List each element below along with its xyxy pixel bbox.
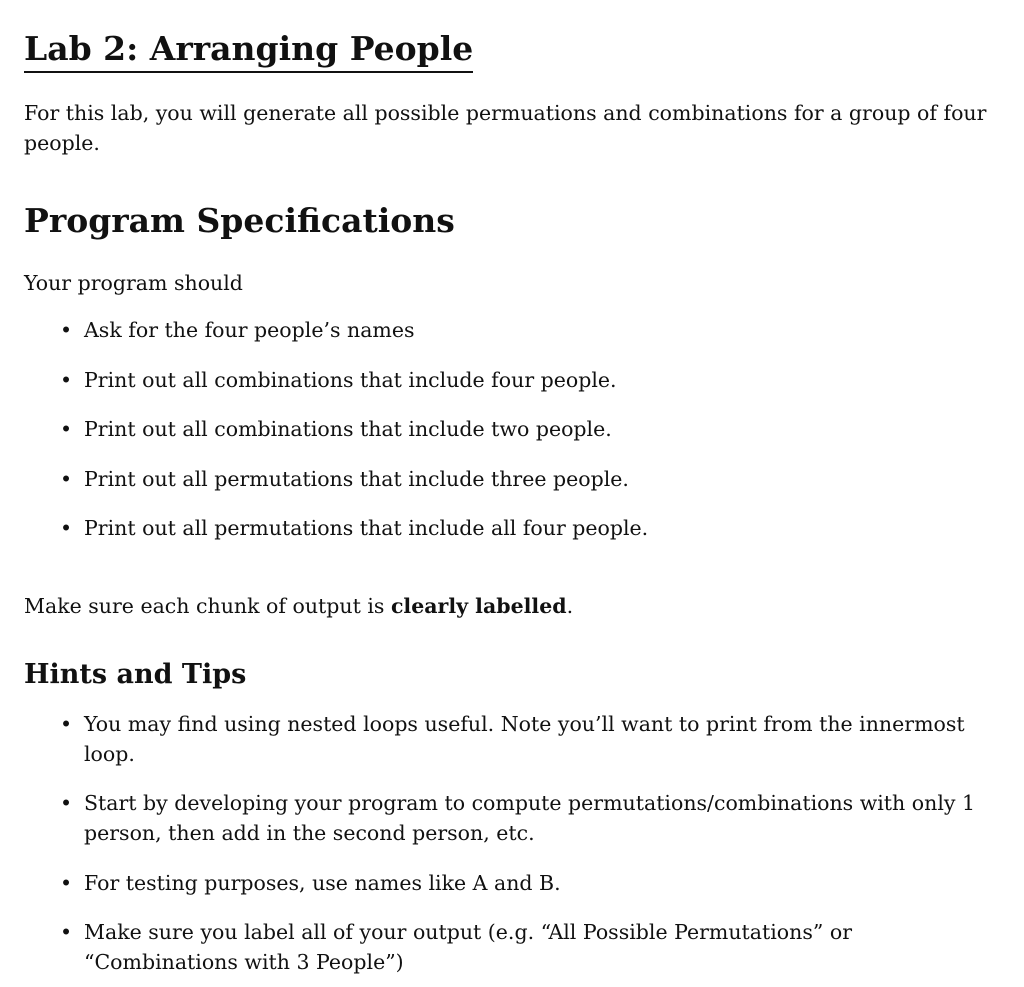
- hint-item: [59, 709, 1004, 769]
- labelling-note: [24, 591, 573, 621]
- spec-item-text: Print out all permutations that include all four people.: [84, 516, 649, 540]
- bullet-icon: •: [59, 871, 73, 895]
- bullet-icon: •: [59, 318, 73, 342]
- bullet-icon: •: [59, 712, 73, 736]
- spec-item: [59, 414, 1004, 444]
- hint-item-text: You may find using nested loops useful. Note you’ll want to print from the innermost loop.: [84, 712, 965, 766]
- spec-item: [59, 315, 1004, 345]
- spec-item-text: Print out all combinations that include four people.: [84, 368, 617, 392]
- labelling-note-start: Make sure each chunk of output is: [24, 594, 391, 618]
- intro-paragraph: For this lab, you will generate all possible permuations and combinations for a group of four people.: [24, 101, 987, 155]
- lab-title: Lab 2: Arranging People: [24, 29, 473, 73]
- hint-item-text: Start by developing your program to compute permutations/combinations with only 1 person, then add in the second person, etc.: [84, 791, 976, 845]
- spec-lead-text: Your program should: [24, 271, 243, 295]
- hint-item: [59, 868, 1004, 898]
- spec-item-text: Print out all permutations that include three people.: [84, 467, 629, 491]
- bullet-icon: •: [59, 467, 73, 491]
- labelling-note-end: .: [566, 594, 574, 618]
- spec-item: [59, 365, 1004, 395]
- spec-item: [59, 464, 1004, 494]
- hints-heading: Hints and Tips: [24, 659, 247, 690]
- bullet-icon: •: [59, 920, 73, 944]
- hint-item: [59, 917, 1004, 977]
- bullet-icon: •: [59, 516, 73, 540]
- labelling-note-emphasis: clearly labelled: [390, 594, 567, 618]
- spec-item-text: Ask for the four people’s names: [84, 318, 415, 342]
- hint-item: [59, 788, 1004, 848]
- spec-item: [59, 513, 1004, 543]
- hint-item-text: Make sure you label all of your output (e.g. “All Possible Permutations” or “Combinations with 3 People”): [84, 920, 853, 974]
- program-specifications-heading: Program Specifications: [24, 201, 455, 240]
- bullet-icon: •: [59, 368, 73, 392]
- bullet-icon: •: [59, 791, 73, 815]
- spec-item-text: Print out all combinations that include two people.: [84, 417, 612, 441]
- bullet-icon: •: [59, 417, 73, 441]
- hint-item-text: For testing purposes, use names like A and B.: [84, 871, 561, 895]
